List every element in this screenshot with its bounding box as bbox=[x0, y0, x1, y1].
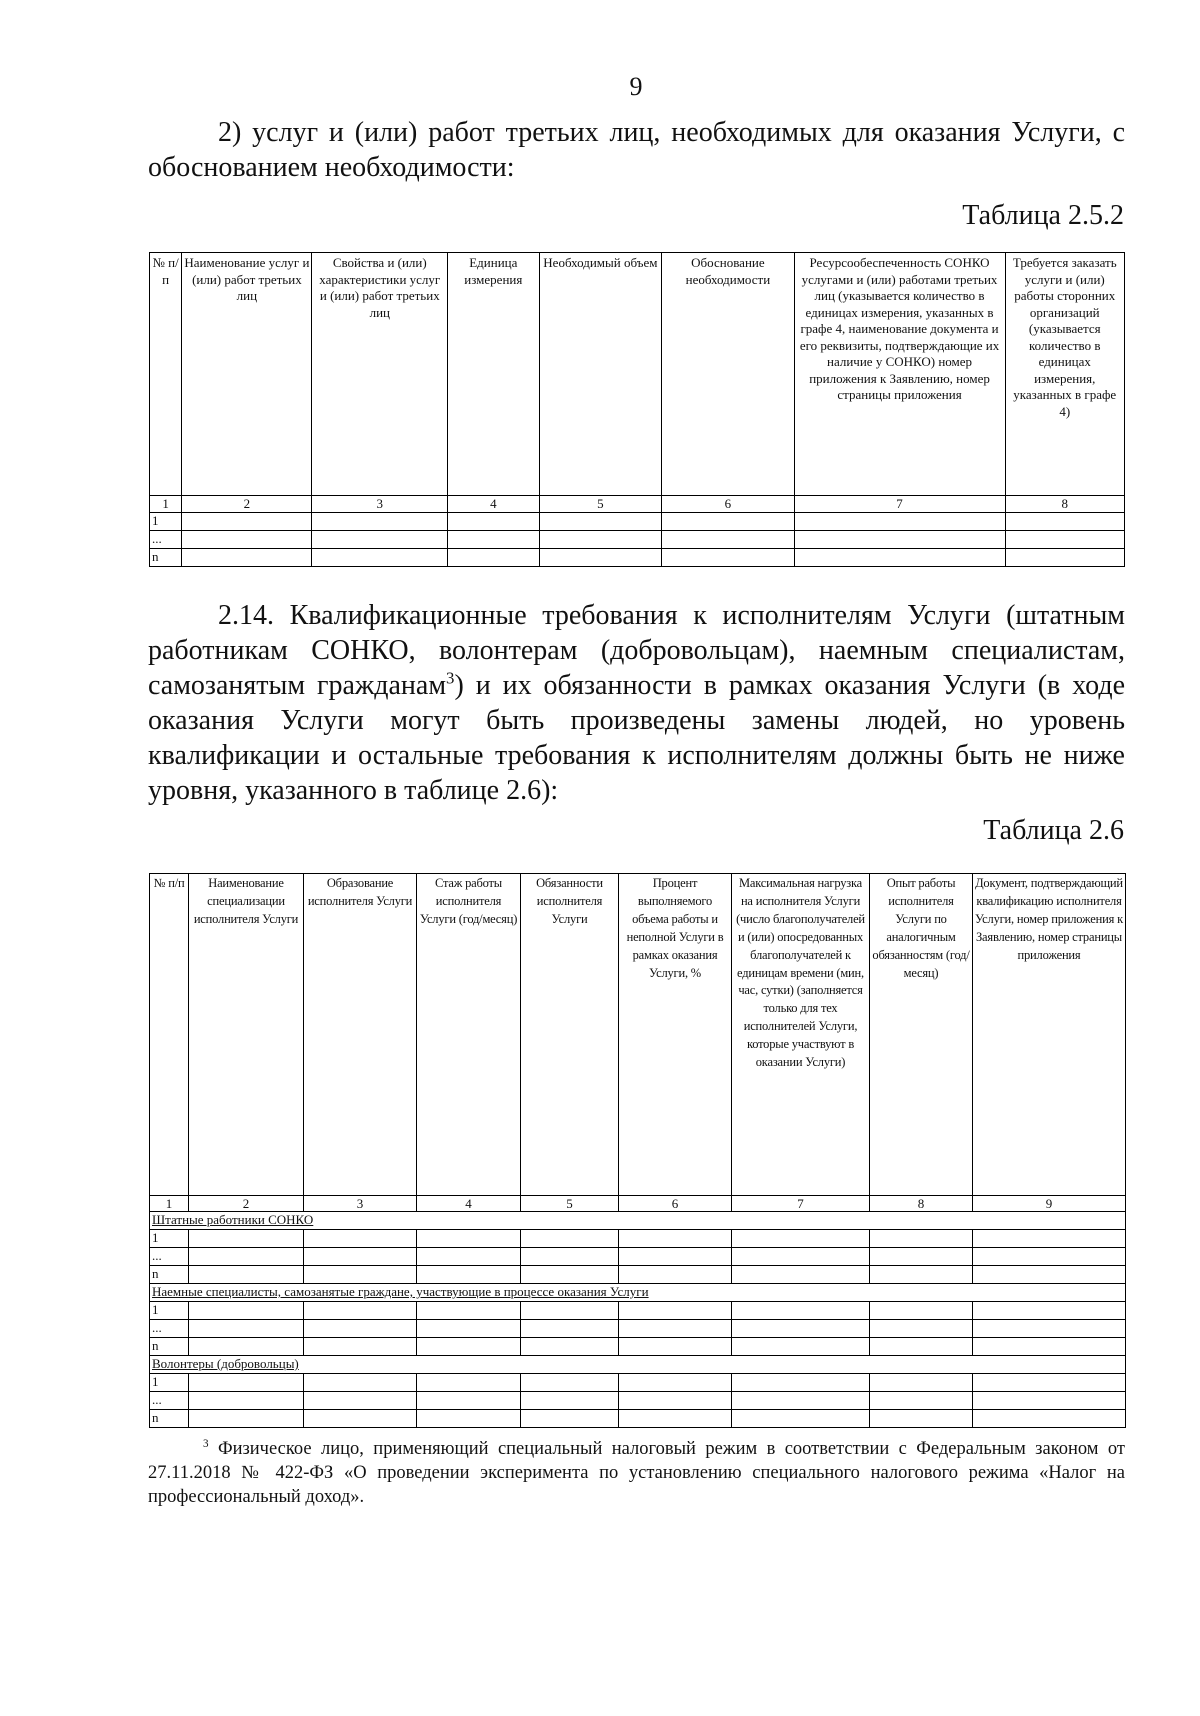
group-title: Штатные работники СОНКО bbox=[150, 1212, 1126, 1230]
table-cell[interactable] bbox=[304, 1320, 417, 1338]
table-cell[interactable] bbox=[973, 1320, 1126, 1338]
table-cell[interactable] bbox=[539, 531, 662, 549]
table-cell[interactable] bbox=[870, 1302, 973, 1320]
table-cell[interactable] bbox=[304, 1230, 417, 1248]
table-cell[interactable] bbox=[732, 1230, 870, 1248]
table-cell[interactable] bbox=[973, 1338, 1126, 1356]
table-cell[interactable] bbox=[189, 1374, 304, 1392]
table-cell[interactable] bbox=[662, 513, 794, 531]
column-number: 2 bbox=[182, 496, 312, 513]
table-cell[interactable] bbox=[870, 1392, 973, 1410]
table-cell[interactable] bbox=[304, 1302, 417, 1320]
table-cell[interactable] bbox=[417, 1302, 521, 1320]
table-cell[interactable] bbox=[189, 1320, 304, 1338]
table-cell[interactable] bbox=[973, 1302, 1126, 1320]
header-cell: Образование исполнителя Услуги bbox=[304, 874, 417, 1196]
table-cell[interactable] bbox=[539, 513, 662, 531]
table-cell[interactable] bbox=[973, 1374, 1126, 1392]
table-cell[interactable] bbox=[732, 1302, 870, 1320]
row-label: ... bbox=[150, 1320, 189, 1338]
header-cell: Наименование специализации исполнителя Услуги bbox=[189, 874, 304, 1196]
row-label: n bbox=[150, 1266, 189, 1284]
table-row bbox=[150, 513, 1125, 531]
table-cell[interactable] bbox=[448, 531, 539, 549]
table-cell[interactable] bbox=[312, 549, 448, 567]
column-number: 1 bbox=[150, 1196, 189, 1212]
header-cell: Обоснование необходимости bbox=[662, 253, 794, 496]
table-cell[interactable] bbox=[521, 1374, 619, 1392]
row-label: ... bbox=[150, 531, 182, 549]
header-cell: Документ, подтверждающий квалификацию исполнителя Услуги, номер приложения к Заявлению, номер страницы приложения bbox=[973, 874, 1126, 1196]
table-cell[interactable] bbox=[182, 513, 312, 531]
row-label: 1 bbox=[150, 1230, 189, 1248]
group-header-row bbox=[150, 1212, 1126, 1230]
table-cell[interactable] bbox=[619, 1230, 732, 1248]
table-cell[interactable] bbox=[870, 1374, 973, 1392]
table-cell[interactable] bbox=[312, 531, 448, 549]
table-cell[interactable] bbox=[417, 1338, 521, 1356]
footnote bbox=[148, 1437, 1125, 1509]
table-cell[interactable] bbox=[732, 1320, 870, 1338]
table-cell[interactable] bbox=[619, 1374, 732, 1392]
group-title: Наемные специалисты, самозанятые граждане, участвующие в процессе оказания Услуги bbox=[150, 1284, 1126, 1302]
table-cell[interactable] bbox=[189, 1410, 304, 1428]
table-cell[interactable] bbox=[304, 1338, 417, 1356]
column-number: 2 bbox=[189, 1196, 304, 1212]
table-cell[interactable] bbox=[182, 549, 312, 567]
table-cell[interactable] bbox=[870, 1320, 973, 1338]
table-cell[interactable] bbox=[417, 1410, 521, 1428]
header-cell: № п/п bbox=[150, 874, 189, 1196]
table-cell[interactable] bbox=[662, 549, 794, 567]
table-2-5-2-caption: Таблица 2.5.2 bbox=[962, 200, 1124, 231]
column-number: 4 bbox=[417, 1196, 521, 1212]
table-row bbox=[150, 1230, 1126, 1248]
table-cell[interactable] bbox=[417, 1392, 521, 1410]
table-cell[interactable] bbox=[973, 1410, 1126, 1428]
header-cell: Максимальная нагрузка на исполнителя Услуги (число благополучателей и (или) опосредованных благополучателей к единицам времени (мин, час, сутки) (заполняется только для тех исполнителей Услуги, которые участвуют в оказании Услуги) bbox=[732, 874, 870, 1196]
table-2-6 bbox=[149, 873, 1126, 1428]
column-number: 6 bbox=[619, 1196, 732, 1212]
table-cell[interactable] bbox=[1005, 549, 1125, 567]
table-row bbox=[150, 549, 1125, 567]
page-number: 9 bbox=[629, 72, 643, 101]
table-cell[interactable] bbox=[304, 1374, 417, 1392]
column-number: 1 bbox=[150, 496, 182, 513]
table-cell[interactable] bbox=[304, 1266, 417, 1284]
section-number: 2.14. bbox=[218, 600, 274, 631]
table-cell[interactable] bbox=[619, 1266, 732, 1284]
table-cell[interactable] bbox=[973, 1248, 1126, 1266]
footnote-reference[interactable]: 3 bbox=[446, 668, 455, 688]
table-row bbox=[150, 1320, 1126, 1338]
table-cell[interactable] bbox=[973, 1230, 1126, 1248]
table-cell[interactable] bbox=[870, 1248, 973, 1266]
table-row bbox=[150, 1302, 1126, 1320]
header-cell: Необходимый объем bbox=[539, 253, 662, 496]
row-label: 1 bbox=[150, 513, 182, 531]
table-cell[interactable] bbox=[189, 1248, 304, 1266]
table-cell[interactable] bbox=[521, 1248, 619, 1266]
group-header-row bbox=[150, 1356, 1126, 1374]
table-cell[interactable] bbox=[521, 1302, 619, 1320]
table-cell[interactable] bbox=[189, 1392, 304, 1410]
column-number: 7 bbox=[732, 1196, 870, 1212]
table-cell[interactable] bbox=[870, 1266, 973, 1284]
table-header-row bbox=[150, 874, 1126, 1196]
column-number-row bbox=[150, 1196, 1126, 1212]
table-cell[interactable] bbox=[417, 1266, 521, 1284]
column-number: 3 bbox=[312, 496, 448, 513]
table-cell[interactable] bbox=[870, 1338, 973, 1356]
column-number: 5 bbox=[521, 1196, 619, 1212]
header-cell: Требуется заказать услуги и (или) работы сторонних организаций (указывается количество в единицах измерения, указанных в графе 4) bbox=[1005, 253, 1125, 496]
table-row bbox=[150, 1338, 1126, 1356]
table-cell[interactable] bbox=[417, 1320, 521, 1338]
header-cell: Ресурсообеспеченность СОНКО услугами и (или) работами третьих лиц (указывается количество в единицах измерения, указанных в графе 4, наименование документа и его реквизиты, подтверждающие их наличие у СОНКО) номер приложения к Заявлению, номер страницы приложения bbox=[794, 253, 1005, 496]
table-cell[interactable] bbox=[732, 1248, 870, 1266]
table-cell[interactable] bbox=[870, 1410, 973, 1428]
table-cell[interactable] bbox=[312, 513, 448, 531]
table-cell[interactable] bbox=[662, 531, 794, 549]
table-cell[interactable] bbox=[1005, 513, 1125, 531]
table-cell[interactable] bbox=[732, 1338, 870, 1356]
table-cell[interactable] bbox=[417, 1230, 521, 1248]
table-cell[interactable] bbox=[732, 1374, 870, 1392]
table-cell[interactable] bbox=[539, 549, 662, 567]
section-2-14-paragraph bbox=[148, 598, 1125, 808]
table-cell[interactable] bbox=[870, 1230, 973, 1248]
table-cell[interactable] bbox=[304, 1248, 417, 1266]
table-cell[interactable] bbox=[189, 1338, 304, 1356]
header-cell: Свойства и (или) характеристики услуг и (или) работ третьих лиц bbox=[312, 253, 448, 496]
row-label: n bbox=[150, 1410, 189, 1428]
table-row bbox=[150, 1410, 1126, 1428]
column-number: 5 bbox=[539, 496, 662, 513]
table-cell[interactable] bbox=[304, 1392, 417, 1410]
table-cell[interactable] bbox=[1005, 531, 1125, 549]
table-cell[interactable] bbox=[732, 1266, 870, 1284]
table-cell[interactable] bbox=[732, 1392, 870, 1410]
column-number: 7 bbox=[794, 496, 1005, 513]
column-number: 4 bbox=[448, 496, 539, 513]
table-cell[interactable] bbox=[417, 1248, 521, 1266]
section-text-part-2: ) и их обязанности в рамках оказания Услуги (в ходе оказания Услуги могут быть произведены замены людей, но уровень квалификации и остальные требования к исполнителям должны быть не ниже уровня, указанного в таблице 2.6): bbox=[148, 670, 1125, 806]
header-cell: Процент выполняемого объема работы и неполной Услуги в рамках оказания Услуги, % bbox=[619, 874, 732, 1196]
table-2-5-2 bbox=[149, 252, 1125, 567]
table-cell[interactable] bbox=[794, 549, 1005, 567]
column-number: 6 bbox=[662, 496, 794, 513]
header-cell: № п/п bbox=[150, 253, 182, 496]
column-number-row bbox=[150, 496, 1125, 513]
table-cell[interactable] bbox=[304, 1410, 417, 1428]
row-label: ... bbox=[150, 1392, 189, 1410]
row-label: n bbox=[150, 549, 182, 567]
row-label: 1 bbox=[150, 1302, 189, 1320]
table-row bbox=[150, 1374, 1126, 1392]
table-row bbox=[150, 1392, 1126, 1410]
row-label: 1 bbox=[150, 1374, 189, 1392]
table-cell[interactable] bbox=[182, 531, 312, 549]
header-cell: Стаж работы исполнителя Услуги (год/месяц) bbox=[417, 874, 521, 1196]
footnote-text: Физическое лицо, применяющий специальный налоговый режим в соответствии с Федеральным законом от 27.11.2018 № 422-ФЗ «О проведении эксперимента по установлению специального налогового режима «Налог на профессиональный доход». bbox=[148, 1439, 1125, 1507]
table-cell[interactable] bbox=[448, 513, 539, 531]
group-title: Волонтеры (добровольцы) bbox=[150, 1356, 1126, 1374]
header-cell: Наименование услуг и (или) работ третьих лиц bbox=[182, 253, 312, 496]
table-cell[interactable] bbox=[521, 1392, 619, 1410]
table-cell[interactable] bbox=[973, 1392, 1126, 1410]
table-cell[interactable] bbox=[189, 1302, 304, 1320]
table-cell[interactable] bbox=[521, 1410, 619, 1428]
column-number: 9 bbox=[973, 1196, 1126, 1212]
column-number: 8 bbox=[1005, 496, 1125, 513]
header-cell: Обязанности исполнителя Услуги bbox=[521, 874, 619, 1196]
table-2-6-caption: Таблица 2.6 bbox=[983, 815, 1124, 846]
table-cell[interactable] bbox=[619, 1338, 732, 1356]
table-cell[interactable] bbox=[448, 549, 539, 567]
table-cell[interactable] bbox=[619, 1248, 732, 1266]
group-header-row bbox=[150, 1284, 1126, 1302]
header-cell: Единица измерения bbox=[448, 253, 539, 496]
row-label: ... bbox=[150, 1248, 189, 1266]
row-label: n bbox=[150, 1338, 189, 1356]
table-cell[interactable] bbox=[521, 1338, 619, 1356]
table-cell[interactable] bbox=[189, 1230, 304, 1248]
table-cell[interactable] bbox=[732, 1410, 870, 1428]
table-row bbox=[150, 1248, 1126, 1266]
table-cell[interactable] bbox=[619, 1302, 732, 1320]
column-number: 8 bbox=[870, 1196, 973, 1212]
column-number: 3 bbox=[304, 1196, 417, 1212]
table-cell[interactable] bbox=[417, 1374, 521, 1392]
intro-paragraph: 2) услуг и (или) работ третьих лиц, необходимых для оказания Услуги, с обоснованием необходимости: bbox=[148, 117, 1125, 183]
table-header-row bbox=[150, 253, 1125, 496]
table-cell[interactable] bbox=[619, 1392, 732, 1410]
table-cell[interactable] bbox=[973, 1266, 1126, 1284]
table-cell[interactable] bbox=[619, 1410, 732, 1428]
footnote-marker: 3 bbox=[203, 1437, 209, 1450]
table-cell[interactable] bbox=[619, 1320, 732, 1338]
table-row bbox=[150, 1266, 1126, 1284]
table-cell[interactable] bbox=[521, 1230, 619, 1248]
table-cell[interactable] bbox=[794, 513, 1005, 531]
table-cell[interactable] bbox=[794, 531, 1005, 549]
table-cell[interactable] bbox=[521, 1320, 619, 1338]
table-row bbox=[150, 531, 1125, 549]
section-text-part-1: Квалификационные требования к исполнителям Услуги (штатным работникам СОНКО, волонтерам (добровольцам), наемным специалистам, самозанятым гражданам bbox=[148, 600, 1126, 701]
table-cell[interactable] bbox=[521, 1266, 619, 1284]
header-cell: Опыт работы исполнителя Услуги по аналогичным обязанностям (год/месяц) bbox=[870, 874, 973, 1196]
table-cell[interactable] bbox=[189, 1266, 304, 1284]
